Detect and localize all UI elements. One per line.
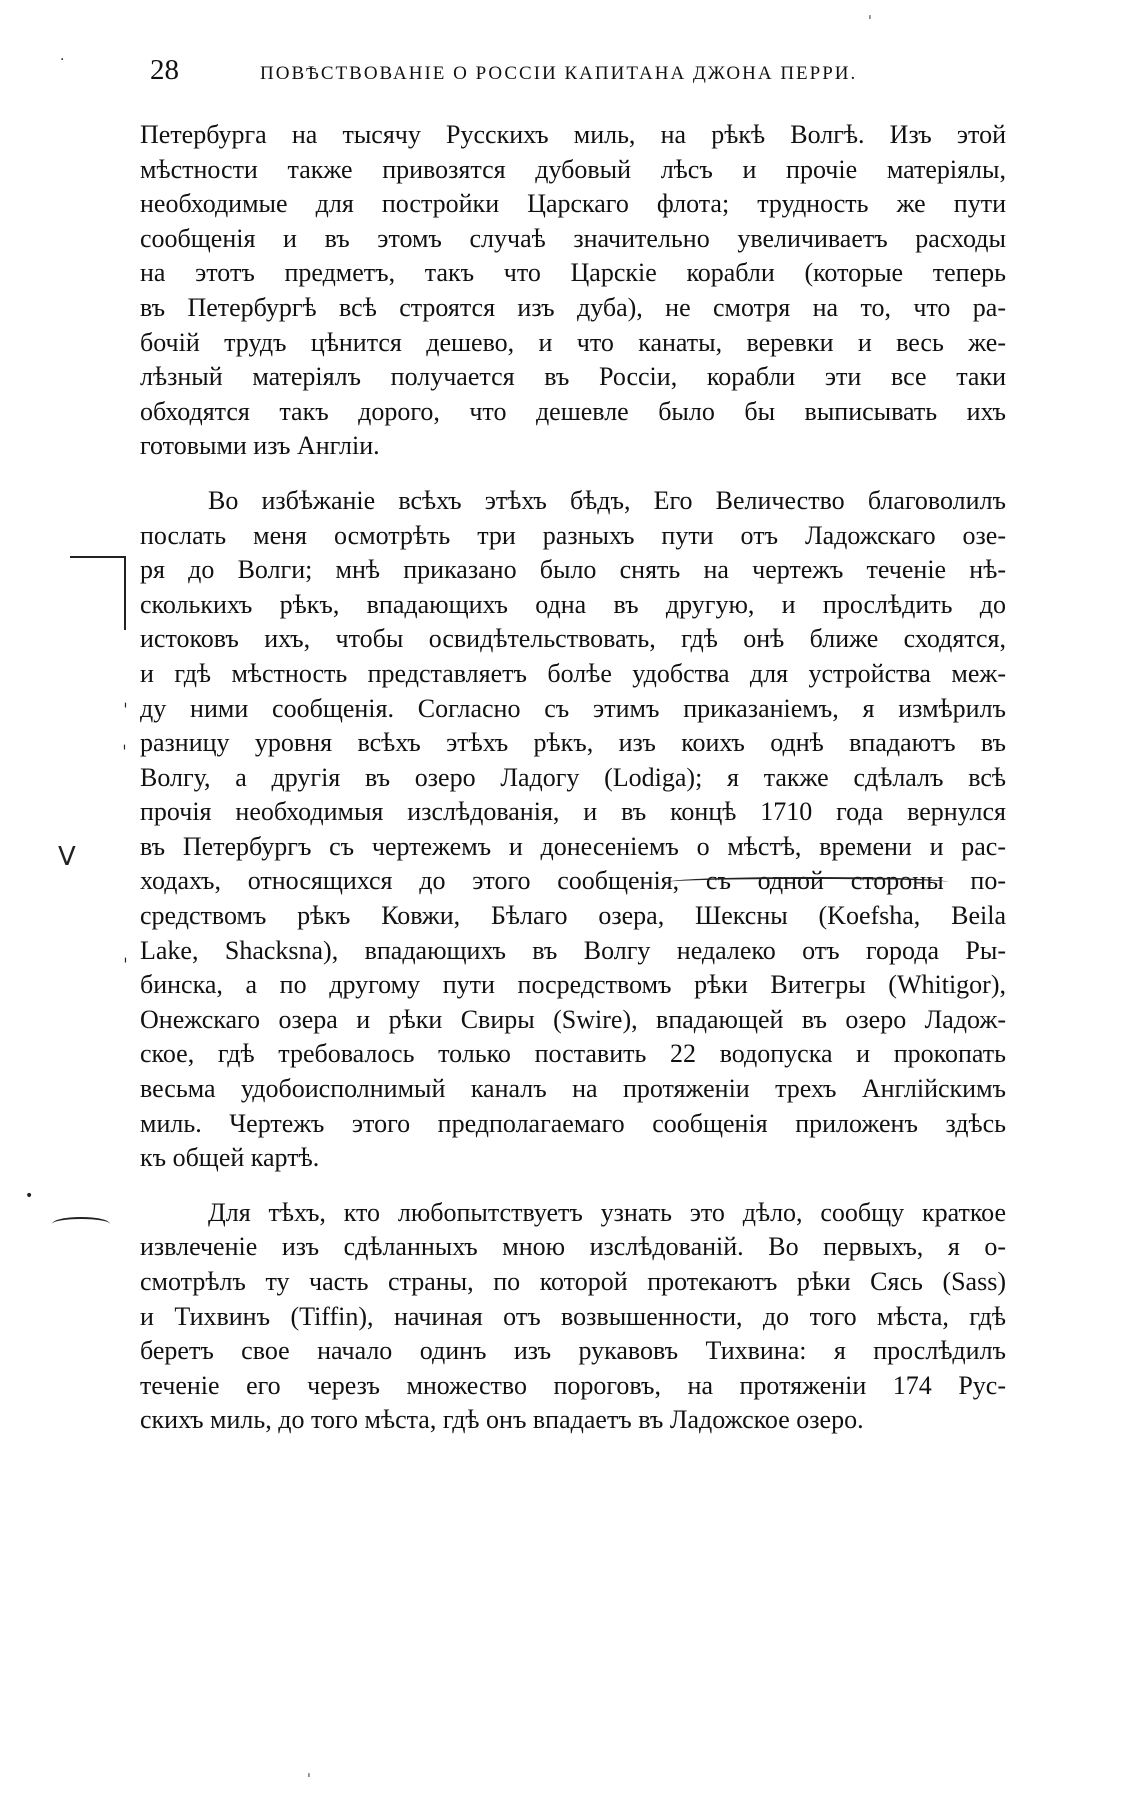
paragraph-3	[140, 1196, 1006, 1438]
ink-speck: ˈ	[868, 14, 872, 30]
text-line: весьма удобоисполнимый каналъ на протяженіи трехъ Англійскимъ	[140, 1074, 1006, 1104]
margin-tick-mark: ˈ	[123, 700, 128, 721]
text-line: Онежскаго озера и рѣки Свиры (Swire), впадающей въ озеро Ладож-	[140, 1004, 1006, 1034]
text-line: на этотъ предметъ, такъ что Царскіе корабли (которые теперь	[140, 258, 1006, 288]
margin-bracket-mark	[70, 556, 126, 630]
text-line: ское, гдѣ требовалось только поставить 22 водопуска и прокопать	[140, 1039, 1006, 1069]
text-line: готовыми изъ Англіи.	[140, 431, 380, 461]
text-line: ря до Волги; мнѣ приказано было снять на чертежъ теченіе нѣ-	[140, 555, 1006, 585]
text-line: разницу уровня всѣхъ этѣхъ рѣкъ, изъ коихъ однѣ впадаютъ въ	[140, 728, 1006, 758]
check-mark: V	[58, 842, 76, 872]
margin-tick-mark: ˈ	[123, 955, 128, 976]
text-line: и Тихвинъ (Tiffin), начиная отъ возвышенности, до того мѣста, гдѣ	[140, 1301, 1006, 1331]
ink-speck: ˈ	[307, 1772, 311, 1788]
margin-bracket-mark	[52, 1217, 110, 1231]
text-line: сколькихъ рѣкъ, впадающихъ одна въ другую, и прослѣдить до	[140, 589, 1006, 619]
text-line: истоковъ ихъ, чтобы освидѣтельствовать, гдѣ онѣ ближе сходятся,	[140, 624, 1006, 654]
paragraph-1	[140, 118, 1006, 464]
running-head	[150, 54, 940, 94]
text-line: въ Петербургъ съ чертежемъ и донесеніемъ о мѣстѣ, времени и рас-	[140, 831, 1006, 861]
text-line: ходахъ, относящихся до этого сообщенія, съ одной стороны по-	[140, 866, 1006, 896]
text-line: къ общей картѣ.	[140, 1143, 320, 1173]
text-line: извлеченіе изъ сдѣланныхъ мною изслѣдованій. Во первыхъ, я о-	[140, 1232, 1006, 1262]
text-line: мѣстности также привозятся дубовый лѣсъ и прочіе матеріялы,	[140, 154, 1006, 184]
text-line: бочій трудъ цѣнится дешево, и что канаты, веревки и весь же-	[140, 327, 1006, 357]
margin-tick-mark: ˈ	[122, 742, 127, 763]
handwritten-underline-mark	[668, 877, 948, 887]
text-line: теченіе его черезъ множество пороговъ, на протяженіи 174 Рус-	[140, 1370, 1006, 1400]
paragraph-2	[140, 484, 1006, 1176]
text-line: сообщенія и въ этомъ случаѣ значительно увеличиваетъ расходы	[140, 223, 1006, 253]
text-line: необходимые для постройки Царскаго флота; трудность же пути	[140, 189, 1006, 219]
text-line: прочія необходимыя изслѣдованія, и въ концѣ 1710 года вернулся	[140, 797, 1006, 827]
text-line: ду ними сообщенія. Согласно съ этимъ приказаніемъ, я измѣрилъ	[140, 693, 1006, 723]
text-line: Во избѣжаніе всѣхъ этѣхъ бѣдъ, Его Величество благоволилъ	[208, 485, 1006, 515]
text-line: миль. Чертежъ этого предполагаемаго сообщенія приложенъ здѣсь	[140, 1108, 1006, 1138]
text-line: Волгу, а другія въ озеро Ладогу (Lodiga); я также сдѣлалъ всѣ	[140, 762, 1006, 792]
text-line: беретъ свое начало одинъ изъ рукавовъ Тихвина: я прослѣдилъ	[140, 1336, 1006, 1366]
text-line: Для тѣхъ, кто любопытствуетъ узнать это дѣло, сообщу краткое	[208, 1197, 1006, 1227]
text-line: скихъ миль, до того мѣста, гдѣ онъ впадаетъ въ Ладожское озеро.	[140, 1405, 864, 1435]
text-line: въ Петербургѣ всѣ строятся изъ дуба), не смотря на то, что ра-	[140, 292, 1006, 322]
text-line: Петербурга на тысячу Русскихъ миль, на рѣкѣ Волгѣ. Изъ этой	[140, 120, 1006, 149]
ink-speck: ·	[60, 52, 65, 68]
page-number: 28	[150, 54, 179, 86]
text-line: смотрѣлъ ту часть страны, по которой протекаютъ рѣки Сясь (Sass)	[140, 1267, 1006, 1296]
text-line: Lake, Shacksna), впадающихъ въ Волгу недалеко отъ города Ры-	[140, 935, 1006, 965]
text-line: послать меня осмотрѣть три разныхъ пути отъ Ладожскаго озе-	[140, 520, 1006, 550]
text-line: и гдѣ мѣстность представляетъ болѣе удобства для устройства меж-	[140, 658, 1006, 688]
text-line: лѣзный матеріялъ получается въ Россіи, корабли эти все таки	[140, 362, 1006, 392]
text-line: бинска, а по другому пути посредствомъ рѣки Витегры (Whitigor),	[140, 970, 1006, 1000]
running-title: ПОВѢСТВОВАНІЕ О РОССІИ КАПИТАНА ДЖОНА ПЕРРИ.	[260, 63, 858, 84]
text-line: обходятся такъ дорого, что дешевле было бы выписывать ихъ	[140, 396, 1006, 426]
ink-speck: •	[25, 1188, 34, 1204]
text-line: средствомъ рѣкъ Ковжи, Бѣлаго озера, Шексны (Koefsha, Beila	[140, 901, 1006, 931]
body-text	[140, 118, 1006, 1438]
